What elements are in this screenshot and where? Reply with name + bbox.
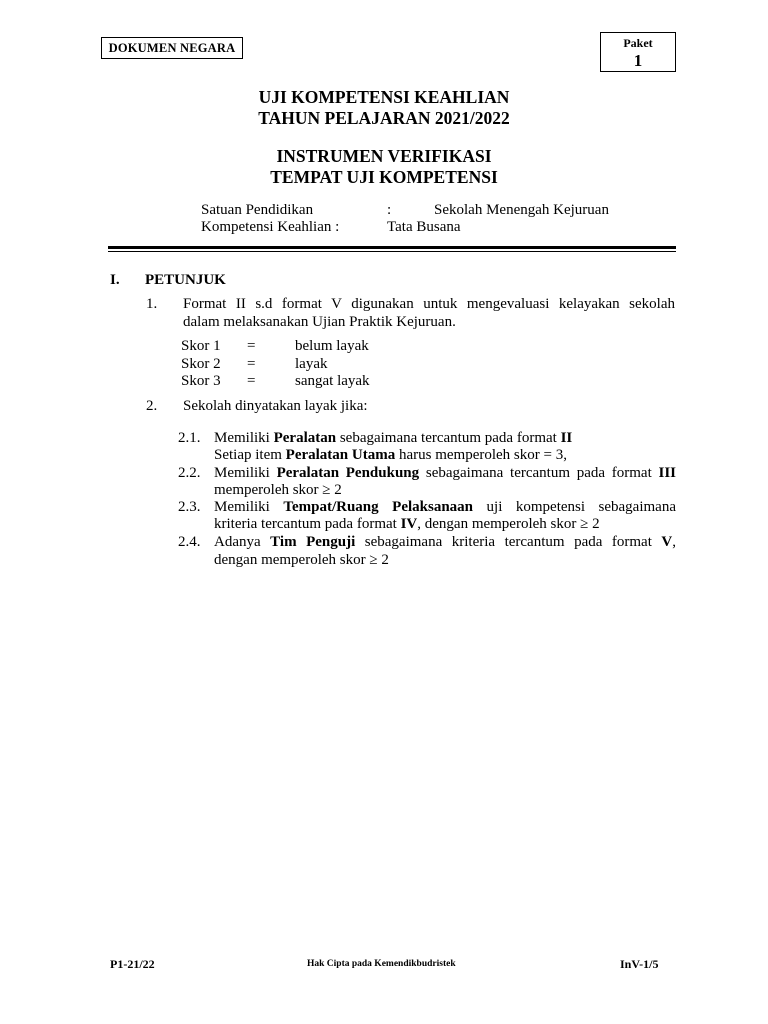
sub-2-2-line-2: memperoleh skor ≥ 2 [214, 482, 342, 498]
section-number: I. [110, 272, 120, 288]
score-2-label: Skor 2 [181, 356, 221, 372]
title-line-1: UJI KOMPETENSI KEAHLIAN [258, 87, 510, 107]
item-2-text: Sekolah dinyatakan layak jika: [183, 398, 368, 414]
sub-2-2-line-1: Memiliki Peralatan Pendukung sebagaimana tercantum pada format III [214, 465, 676, 481]
score-1-label: Skor 1 [181, 338, 221, 354]
title-line-4: TEMPAT UJI KOMPETENSI [270, 167, 498, 187]
sub-2-1-line-1: Memiliki Peralatan sebagaimana tercantum pada format II [214, 430, 573, 446]
sub-2-1-number: 2.1. [178, 430, 201, 446]
sub-2-4-line-1: Adanya Tim Penguji sebagaimana kriteria tercantum pada format V, [214, 534, 676, 550]
satuan-label: Satuan Pendidikan [201, 202, 314, 218]
sub-2-4-number: 2.4. [178, 534, 201, 550]
title-line-3: INSTRUMEN VERIFIKASI [276, 146, 492, 166]
sub-2-3-line-1: Memiliki Tempat/Ruang Pelaksanaan uji kompetensi sebagaimana [214, 499, 676, 515]
item-2-number: 2. [146, 398, 158, 414]
item-1-line-2: dalam melaksanakan Ujian Praktik Kejuruan. [183, 314, 456, 330]
sub-2-1-line-2: Setiap item Peralatan Utama harus memperoleh skor = 3, [214, 447, 567, 463]
score-1-desc: belum layak [295, 338, 369, 354]
score-3-desc: sangat layak [295, 373, 370, 389]
title-line-2: TAHUN PELAJARAN 2021/2022 [258, 108, 510, 128]
section-title: PETUNJUK [145, 272, 226, 288]
score-3-label: Skor 3 [181, 373, 221, 389]
footer-page: InV-1/5 [620, 957, 659, 971]
sub-2-3-number: 2.3. [178, 499, 201, 515]
divider-thin [108, 251, 676, 252]
satuan-colon: : [387, 202, 392, 218]
classification-label: DOKUMEN NEGARA [108, 40, 236, 55]
footer-left: P1-21/22 [110, 957, 155, 971]
score-2-equals: = [247, 356, 256, 372]
kompetensi-label: Kompetensi Keahlian : [201, 219, 340, 235]
paket-number: 1 [633, 51, 643, 70]
item-1-number: 1. [146, 296, 158, 312]
sub-2-3-line-2: kriteria tercantum pada format IV, dengan memperoleh skor ≥ 2 [214, 516, 600, 532]
paket-label: Paket [623, 36, 653, 50]
satuan-value: Sekolah Menengah Kejuruan [434, 202, 609, 218]
item-1-line-1: Format II s.d format V digunakan untuk mengevaluasi kelayakan sekolah [183, 296, 675, 312]
sub-2-2-number: 2.2. [178, 465, 201, 481]
score-3-equals: = [247, 373, 256, 389]
score-2-desc: layak [295, 356, 328, 372]
classification-box [101, 37, 243, 59]
kompetensi-value: Tata Busana [387, 219, 461, 235]
paket-box [600, 32, 676, 72]
sub-2-4-line-2: dengan memperoleh skor ≥ 2 [214, 552, 389, 568]
divider-thick [108, 246, 676, 249]
footer-copyright: Hak Cipta pada Kemendikbudristek [307, 959, 456, 969]
score-1-equals: = [247, 338, 256, 354]
